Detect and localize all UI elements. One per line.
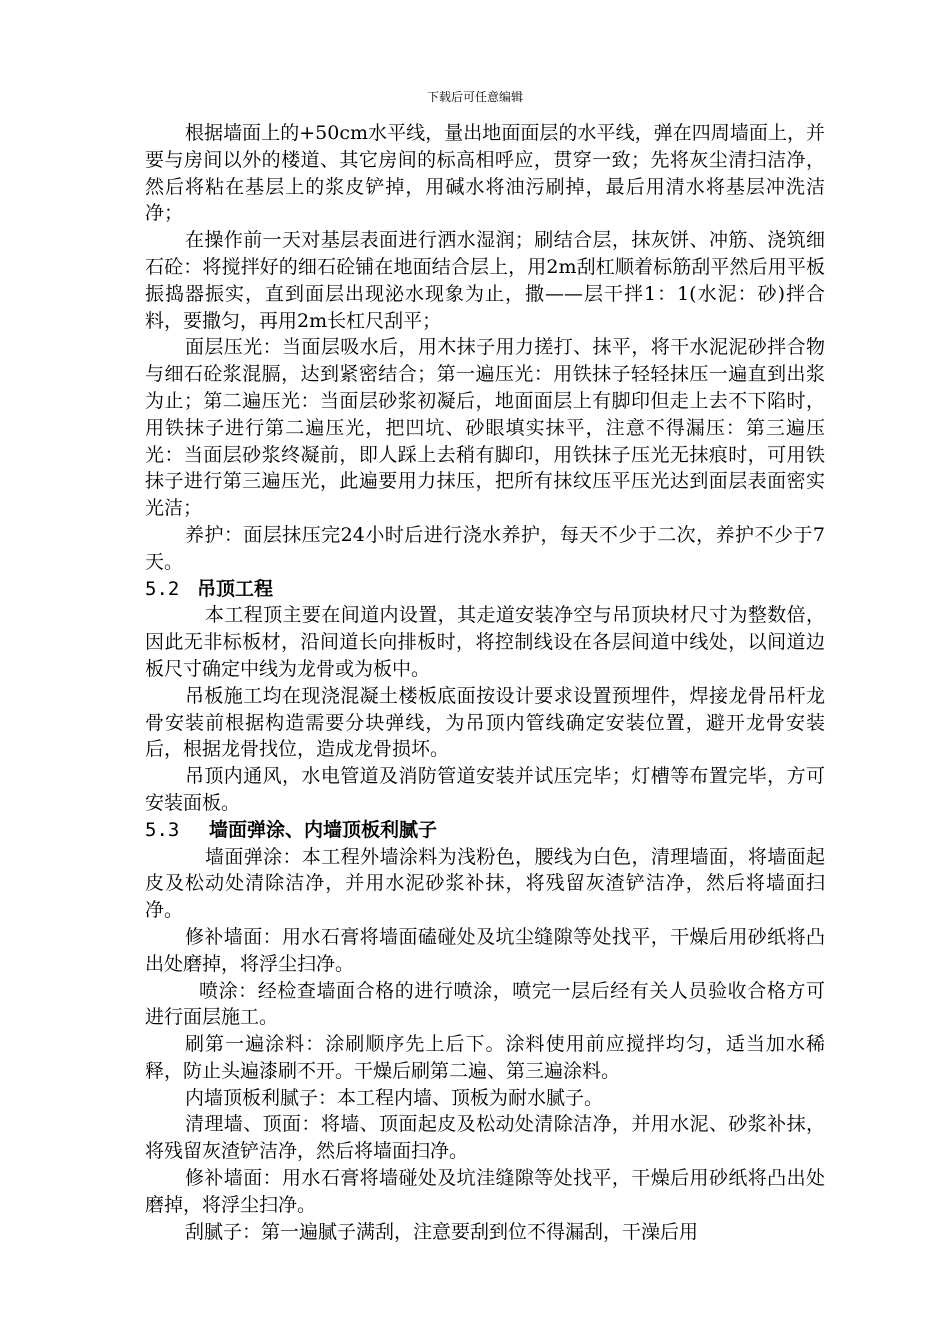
paragraph: 养护：面层抹压完24小时后进行浇水养护，每天不少于二次，养护不少于7天。	[145, 523, 825, 573]
paragraph: 在操作前一天对基层表面进行洒水湿润；刷结合层，抹灰饼、冲筋、浇筑细石砼：将搅拌好的细石砼铺在地面结合层上，用2m刮杠顺着标筋刮平然后用平板振捣器振实，直到面层出现泌水现象为止，撒——层干拌1：1(水泥：砂)拌合料，要撒匀，再用2m长杠尺刮平；	[145, 229, 825, 332]
section-title: 吊顶工程	[197, 577, 274, 600]
paragraph: 墙面弹涂：本工程外墙涂料为浅粉色，腰线为白色，清理墙面，将墙面起皮及松动处清除洁净，并用水泥砂浆补抹，将残留灰渣铲洁净，然后将墙面扫净。	[145, 845, 825, 922]
section-heading-5-2	[145, 576, 825, 603]
paragraph: 吊板施工均在现浇混凝土楼板底面按设计要求设置预埋件，焊接龙骨吊杆龙骨安装前根据构造需要分块弹线，为吊顶内管线确定安装位置，避开龙骨安装后，根据龙骨找位，造成龙骨损坏。	[145, 684, 825, 761]
paragraph: 喷涂：经检查墙面合格的进行喷涂，喷完一层后经有关人员验收合格方可进行面层施工。	[145, 979, 825, 1029]
paragraph: 面层压光：当面层吸水后，用木抹子用力搓打、抹平，将干水泥泥砂拌合物与细石砼浆混膈，达到紧密结合；第一遍压光：用铁抹子轻轻抹压一遍直到出浆为止；第二遍压光：当面层砂浆初凝后，地面面层上有脚印但走上去不下陷时，用铁抹子进行第二遍压光，把凹坑、砂眼填实抹平，注意不得漏压：第三遍压光：当面层砂浆终凝前，即人踩上去稍有脚印，用铁抹子压光无抹痕时，可用铁抹子进行第三遍压光，此遍要用力抹压，把所有抹纹压平压光达到面层表面密实光洁；	[145, 336, 825, 520]
paragraph: 清理墙、顶面：将墙、顶面起皮及松动处清除洁净，并用水泥、砂浆补抹，将残留灰渣铲洁净，然后将墙面扫净。	[145, 1113, 825, 1163]
section-title: 墙面弹涂、内墙顶板利腻子	[209, 818, 438, 841]
paragraph: 根据墙面上的+50cm水平线，量出地面面层的水平线，弹在四周墙面上，并要与房间以外的楼道、其它房间的标高相呼应，贯穿一致；先将灰尘清扫洁净，然后将粘在基层上的浆皮铲掉，用碱水将油污刷掉，最后用清水将基层冲洗洁净；	[145, 122, 825, 225]
document-body	[145, 120, 825, 1245]
paragraph: 修补墙面：用水石膏将墙面磕碰处及坑尘缝隙等处找平，干燥后用砂纸将凸出处磨掉，将浮尘扫净。	[145, 925, 825, 975]
section-number: 5.2	[145, 577, 180, 600]
paragraph: 修补墙面：用水石膏将墙碰处及坑洼缝隙等处找平，干燥后用砂纸将凸出处磨掉，将浮尘扫净。	[145, 1167, 825, 1216]
section-heading-5-3	[145, 817, 825, 844]
paragraph: 吊顶内通风，水电管道及消防管道安装并试压完毕；灯槽等布置完毕，方可安装面板。	[145, 765, 825, 814]
paragraph: 刷第一遍涂料：涂刷顺序先上后下。涂料使用前应搅拌均匀，适当加水稀释，防止头遍漆刷不开。干燥后刷第二遍、第三遍涂料。	[145, 1033, 825, 1082]
paragraph: 内墙顶板利腻子：本工程内墙、顶板为耐水腻子。	[185, 1086, 604, 1109]
page-header: 下载后可任意编辑	[426, 90, 523, 104]
paragraph: 刮腻子：第一遍腻子满刮，注意要刮到位不得漏刮，干澡后用	[185, 1220, 699, 1243]
paragraph: 本工程顶主要在间道内设置，其走道安装净空与吊顶块材尺寸为整数倍，因此无非标板材，沿间道长向排板时，将控制线设在各层间道中线处，以间道边板尺寸确定中线为龙骨或为板中。	[145, 604, 825, 680]
section-number: 5.3	[145, 818, 180, 841]
